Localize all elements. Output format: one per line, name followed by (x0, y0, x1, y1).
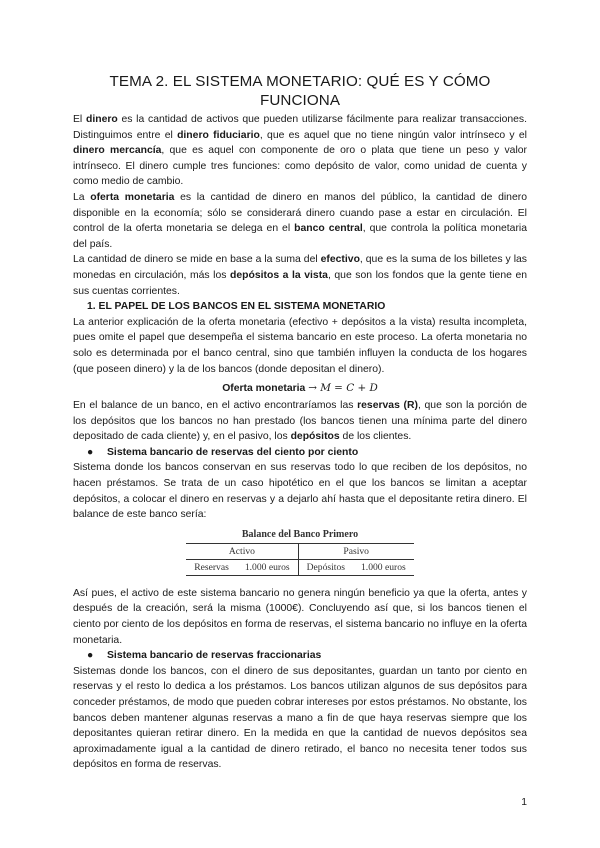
balance-cell: Depósitos (306, 561, 345, 573)
section-heading-bancos: 1. EL PAPEL DE LOS BANCOS EN EL SISTEMA MONETARIO (87, 301, 386, 313)
balance-table (186, 529, 414, 576)
formula-oferta-monetaria (73, 379, 527, 398)
balance-caption: Balance del Banco Primero (241, 528, 359, 540)
paragraph-balance-banco: En el balance de un banco, en el activo encontraríamos las reservas (R), que son la porción de los depósitos que los bancos no han prestado (los bancos tienen una mínima parte del dinero depositado de cada cliente) y, en el pasivo, los depósitos de los clientes. (73, 400, 528, 443)
page-number: 1 (521, 797, 527, 808)
paragraph-oferta-monetaria: La oferta monetaria es la cantidad de dinero en manos del público, la cantidad de dinero disponible en la economía; sólo se considerará dinero cuando pase a estar en circulación. El control de la oferta monetaria se delega en el banco central, que controla la política monetaria del país. (73, 191, 527, 250)
table-row (186, 559, 414, 575)
bullet-dot: ● (87, 446, 94, 458)
formula-label: Oferta monetaria (222, 383, 306, 395)
bullet-reservas-ciento: ● Sistema bancario de reservas del ciento por ciento (73, 445, 527, 461)
paragraph-conclusion: Así pues, el activo de este sistema bancario no genera ningún beneficio ya que la oferta, antes y después de la creación, será la misma (1000€). Concluyendo así que, si los bancos tienen el ciento por ciento de los depósitos en forma de reservas, el sistema bancario no influye en la oferta monetaria. (73, 587, 527, 646)
balance-cell: Reservas (194, 561, 229, 573)
balance-header-pasivo: Pasivo (298, 543, 414, 559)
paragraph-cantidad-dinero: La cantidad de dinero se mide en base a la suma del efectivo, que es la suma de los billetes y las monedas en circulación, más los depósitos a la vista, que son los fondos que la gente tiene en sus cuentas corrientes. (73, 254, 528, 297)
bullet-dot: ● (87, 650, 94, 662)
paragraph-explicacion: La anterior explicación de la oferta monetaria (efectivo + depósitos a la vista) resulta incompleta, pues omite el papel que desempeña el sistema bancario en este proceso. La oferta monetaria no solo es determinada por el banco central, sino que también influyen la conducta de los hogares (que poseen dinero) y la de los bancos (donde depositan el dinero). (73, 316, 527, 375)
document-body (73, 72, 527, 773)
balance-cell: 1.000 euros (361, 561, 406, 573)
balance-cell: 1.000 euros (237, 559, 298, 575)
bullet-reservas-fraccionarias: ● Sistema bancario de reservas fraccionarias (73, 648, 527, 664)
page-title: TEMA 2. EL SISTEMA MONETARIO: QUÉ ES Y CÓMO FUNCIONA (109, 73, 491, 109)
formula-expression: → M = C + D (308, 382, 378, 395)
paragraph-dinero: El dinero es la cantidad de activos que pueden utilizarse fácilmente para realizar transacciones. Distinguimos entre el dinero fiduciario, que es aquel que no tiene ningún valor intrínseco y el dinero mercancía, que es aquel con componente de oro o plata que tiene un peso y valor intrínseco. El dinero cumple tres funciones: como depósito de valor, como unidad de cuenta y como medio de cambio. (73, 114, 527, 188)
balance-header-activo: Activo (186, 543, 298, 559)
paragraph-ciento-por-ciento: Sistema donde los bancos conservan en sus reservas todo lo que reciben de los depósitos, no hacen préstamos. Se trata de un caso hipotético en el que los bancos se limitan a aceptar depósitos, a colocar el dinero en reservas y a dejarlo ahí hasta que el depositante retira dinero. El balance de este banco sería: (73, 462, 527, 521)
paragraph-fraccionarias: Sistemas donde los bancos, con el dinero de sus depositantes, guardan un tanto por ciento en reservas y el resto lo dedica a los préstamos. Los bancos utilizan algunos de sus depósitos para conceder préstamos, de modo que pueden cobrar intereses por estos préstamos. No obstante, los bancos deben mantener algunas reservas a mano a fin de que haya reservas siempre que los depositantes quieran retirar dinero. En la medida en que la cantidad de nuevos depósitos sea aproximadamente igual a la cantidad de dinero retirado, el banco no necesita tener todos sus depósitos en forma de reservas. (73, 665, 527, 771)
